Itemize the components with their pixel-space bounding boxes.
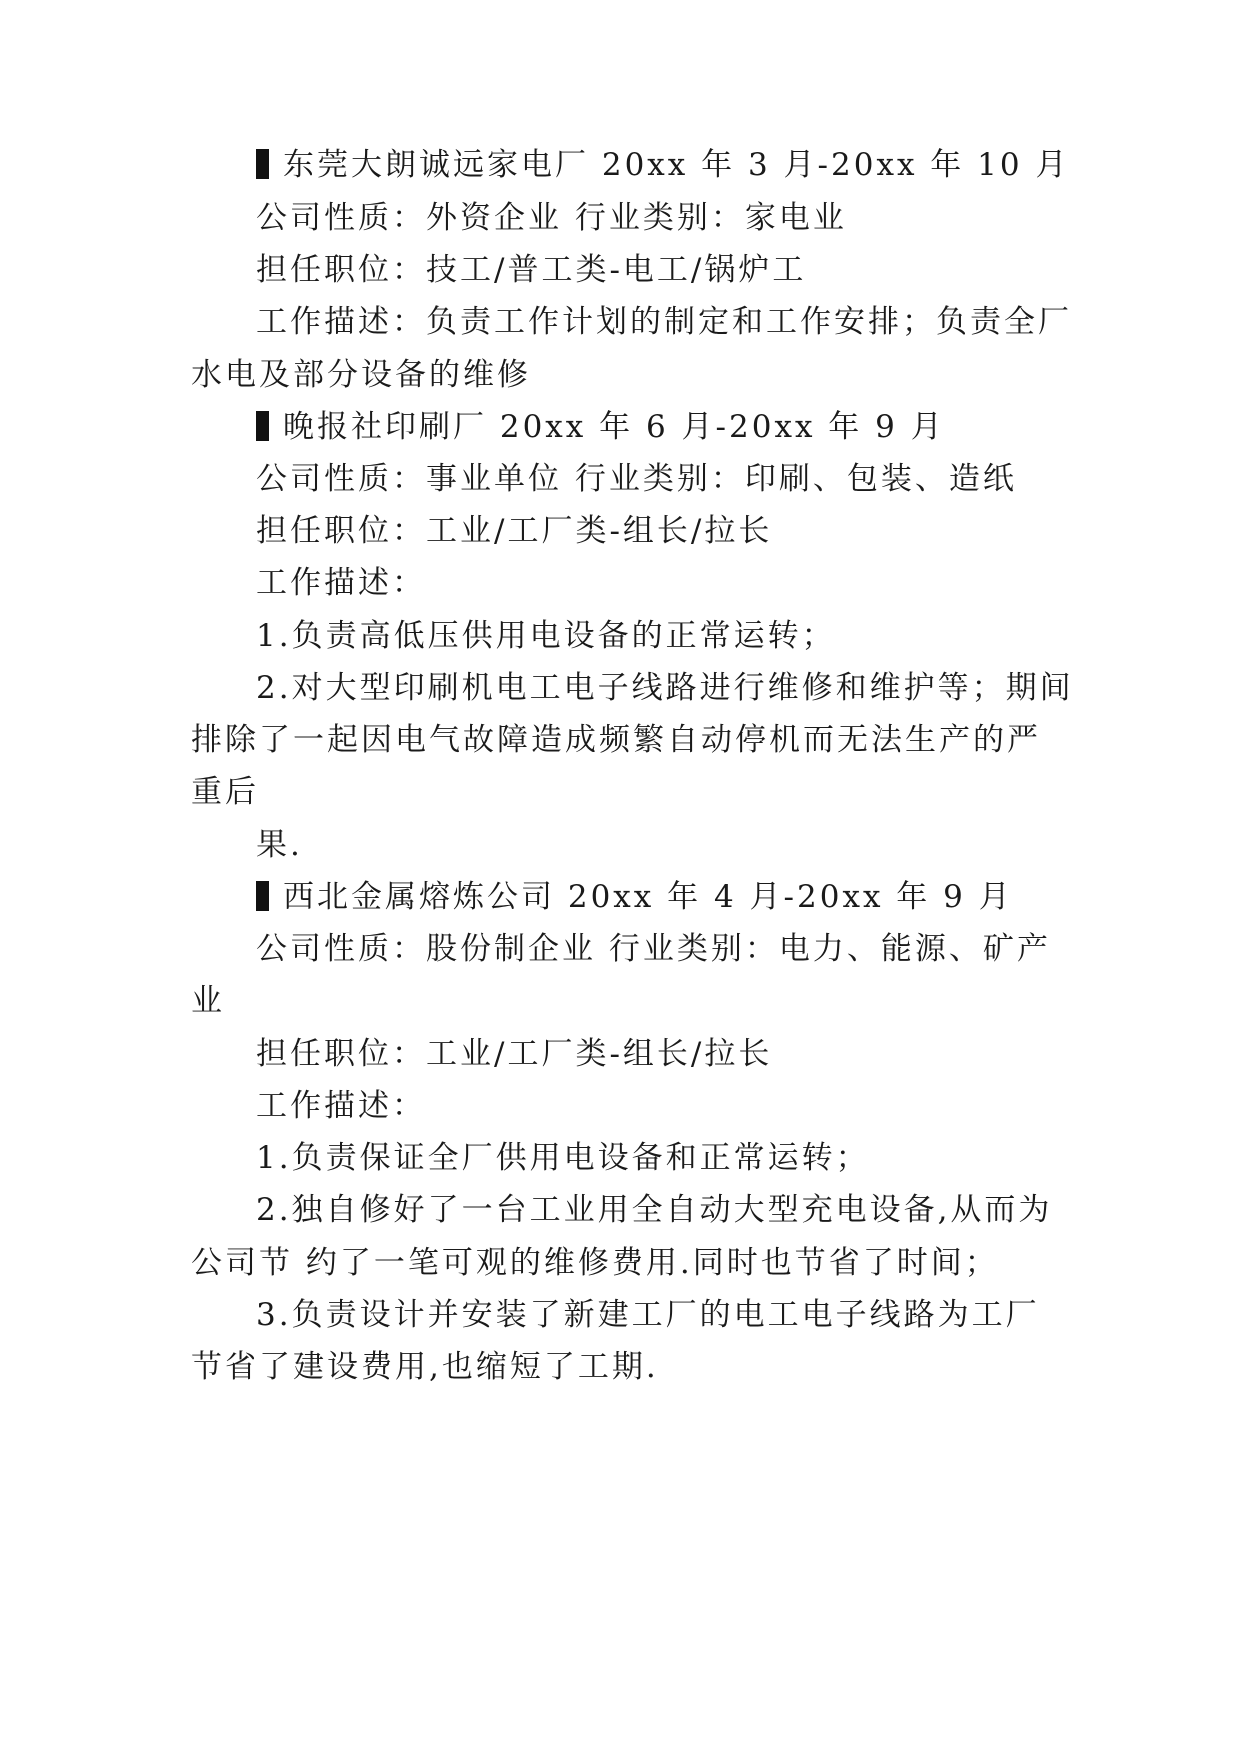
job-position: 担任职位：技工/普工类-电工/锅炉工 [256, 252, 807, 288]
description-item-continued: 公司节 约了一笔可观的维修费用.同时也节省了时间； [191, 1245, 999, 1281]
description-item: 3.负责设计并安装了新建工厂的电工电子线路为工厂 [256, 1297, 1040, 1333]
entry-heading-text: 东莞大朗诚远家电厂 20xx 年 3 月-20xx 年 10 月 [283, 147, 1070, 183]
bullet-marker [256, 411, 269, 441]
description-item-continued: 节省了建设费用,也缩短了工期. [191, 1349, 659, 1385]
description-item-continued: 重后 [191, 774, 259, 810]
job-description: 工作描述：负责工作计划的制定和工作安排；负责全厂 [256, 304, 1072, 340]
job-description-label: 工作描述： [256, 565, 426, 601]
company-nature: 公司性质：外资企业 行业类别：家电业 [256, 200, 847, 236]
company-nature-continued: 业 [191, 983, 225, 1019]
job-position: 担任职位：工业/工厂类-组长/拉长 [256, 513, 773, 549]
bullet-marker [256, 149, 269, 179]
company-nature: 公司性质：股份制企业 行业类别：电力、能源、矿产 [256, 931, 1051, 967]
description-item: 1.负责保证全厂供用电设备和正常运转； [256, 1140, 870, 1176]
job-description-label: 工作描述： [256, 1088, 426, 1124]
job-position: 担任职位：工业/工厂类-组长/拉长 [256, 1036, 773, 1072]
description-item-continued: 排除了一起因电气故障造成频繁自动停机而无法生产的严 [191, 722, 1041, 758]
entry-heading [256, 145, 1136, 185]
job-description-continued: 水电及部分设备的维修 [191, 357, 531, 393]
bullet-marker [256, 881, 269, 911]
description-item-continued: 果. [256, 827, 303, 863]
entry-heading-text: 西北金属熔炼公司 20xx 年 4 月-20xx 年 9 月 [283, 879, 1013, 915]
company-nature: 公司性质：事业单位 行业类别：印刷、包装、造纸 [256, 461, 1017, 497]
description-item: 2.独自修好了一台工业用全自动大型充电设备,从而为 [256, 1192, 1053, 1228]
entry-heading-text: 晚报社印刷厂 20xx 年 6 月-20xx 年 9 月 [283, 409, 945, 445]
entry-heading [256, 407, 1136, 447]
description-item: 2.对大型印刷机电工电子线路进行维修和维护等；期间 [256, 670, 1074, 706]
description-item: 1.负责高低压供用电设备的正常运转； [256, 618, 836, 654]
entry-heading [256, 877, 1136, 917]
